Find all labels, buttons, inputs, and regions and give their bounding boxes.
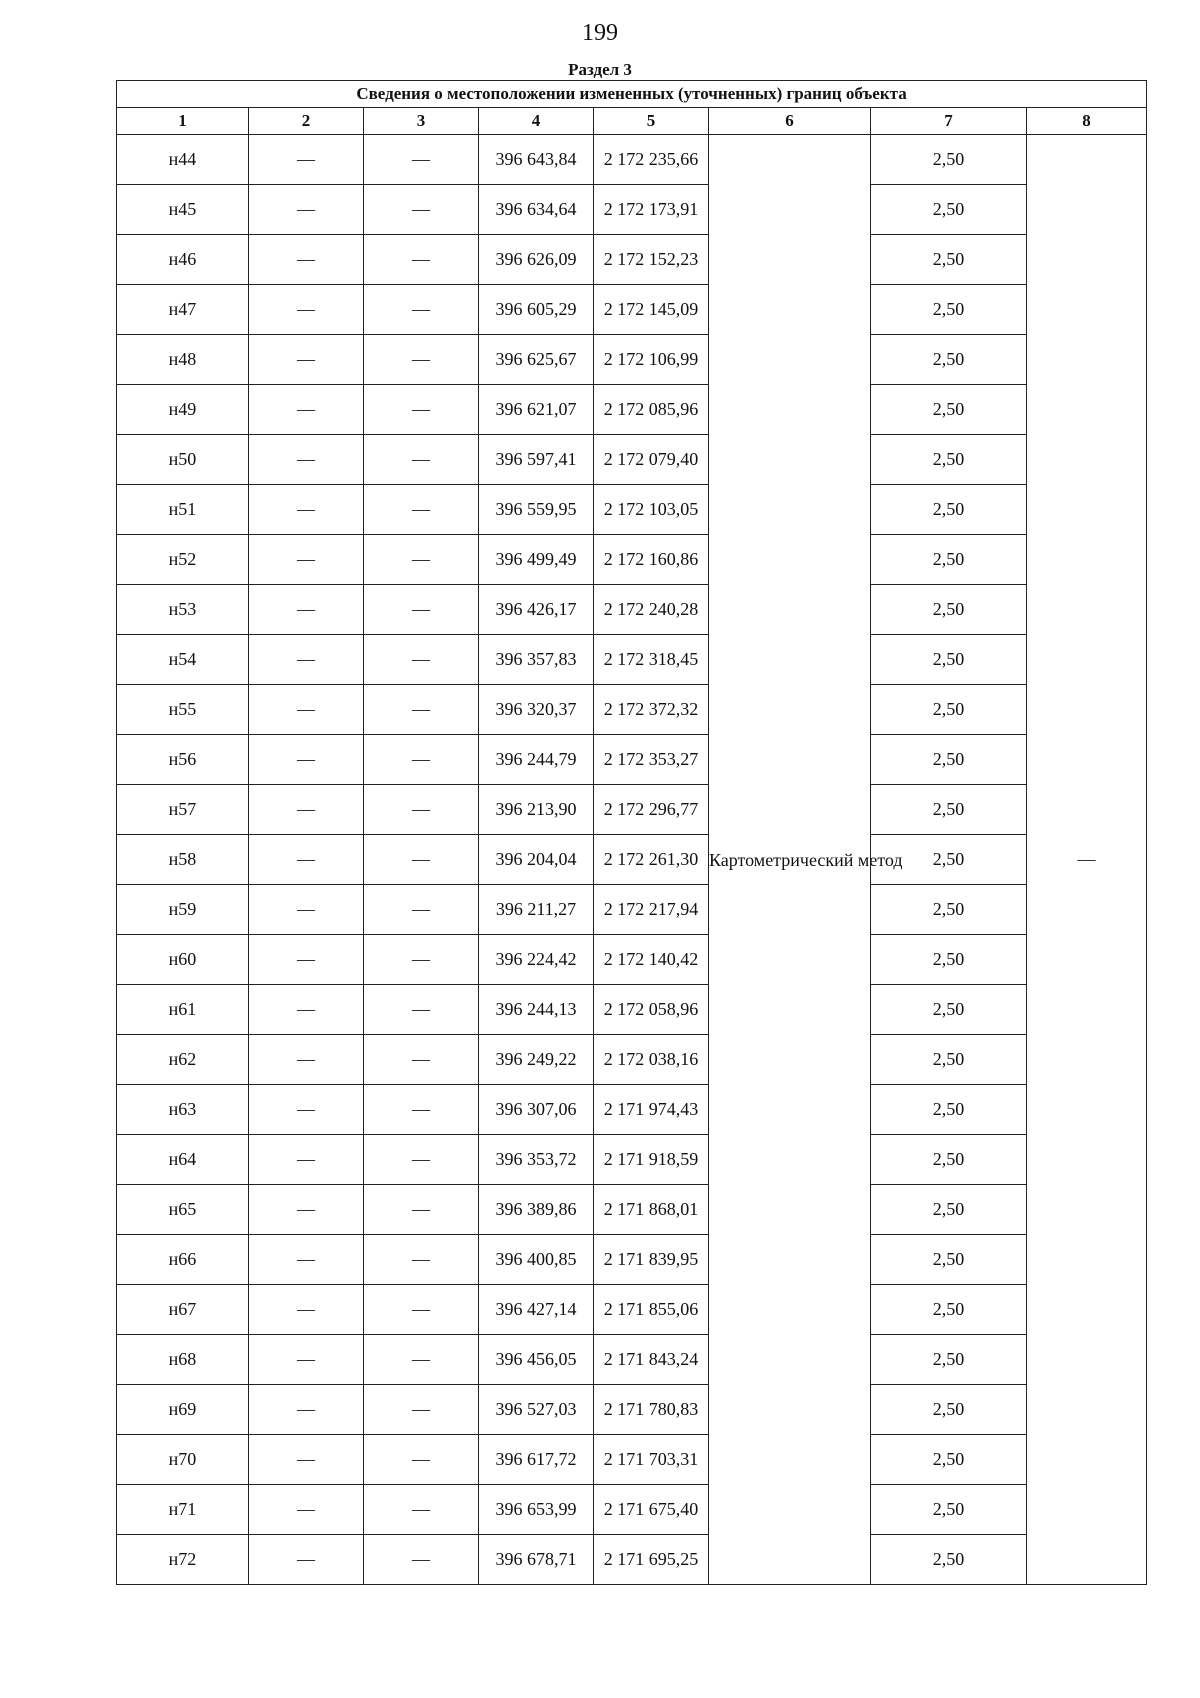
precision-cell: 2,50 bbox=[871, 585, 1027, 635]
x-coordinate-cell: 396 204,04 bbox=[479, 835, 594, 885]
precision-cell: 2,50 bbox=[871, 435, 1027, 485]
table-row bbox=[117, 585, 1147, 635]
table-row bbox=[117, 1235, 1147, 1285]
col2-cell: — bbox=[249, 985, 364, 1035]
x-coordinate-cell: 396 389,86 bbox=[479, 1185, 594, 1235]
table-row bbox=[117, 435, 1147, 485]
table-row bbox=[117, 1435, 1147, 1485]
col3-cell: — bbox=[364, 1435, 479, 1485]
col2-cell: — bbox=[249, 185, 364, 235]
col3-cell: — bbox=[364, 835, 479, 885]
method-cell: Картометрический метод bbox=[709, 135, 871, 1585]
col3-cell: — bbox=[364, 1035, 479, 1085]
y-coordinate-cell: 2 172 079,40 bbox=[594, 435, 709, 485]
col3-cell: — bbox=[364, 985, 479, 1035]
x-coordinate-cell: 396 597,41 bbox=[479, 435, 594, 485]
point-cell: н51 bbox=[117, 485, 249, 535]
precision-cell: 2,50 bbox=[871, 135, 1027, 185]
y-coordinate-cell: 2 172 152,23 bbox=[594, 235, 709, 285]
point-cell: н57 bbox=[117, 785, 249, 835]
precision-cell: 2,50 bbox=[871, 685, 1027, 735]
point-cell: н45 bbox=[117, 185, 249, 235]
col2-cell: — bbox=[249, 835, 364, 885]
y-coordinate-cell: 2 171 868,01 bbox=[594, 1185, 709, 1235]
table-row bbox=[117, 835, 1147, 885]
table-row bbox=[117, 285, 1147, 335]
column-number-2: 2 bbox=[249, 108, 364, 135]
point-cell: н65 bbox=[117, 1185, 249, 1235]
y-coordinate-cell: 2 172 353,27 bbox=[594, 735, 709, 785]
col2-cell: — bbox=[249, 1285, 364, 1335]
precision-cell: 2,50 bbox=[871, 1185, 1027, 1235]
table-body bbox=[117, 135, 1147, 1585]
column-number-row bbox=[117, 108, 1147, 135]
x-coordinate-cell: 396 427,14 bbox=[479, 1285, 594, 1335]
column-number-1: 1 bbox=[117, 108, 249, 135]
precision-cell: 2,50 bbox=[871, 1085, 1027, 1135]
x-coordinate-cell: 396 621,07 bbox=[479, 385, 594, 435]
col2-cell: — bbox=[249, 585, 364, 635]
col8-cell: — bbox=[1027, 135, 1147, 1585]
table-row bbox=[117, 235, 1147, 285]
col3-cell: — bbox=[364, 735, 479, 785]
table-row bbox=[117, 635, 1147, 685]
col2-cell: — bbox=[249, 1135, 364, 1185]
precision-cell: 2,50 bbox=[871, 885, 1027, 935]
col3-cell: — bbox=[364, 635, 479, 685]
y-coordinate-cell: 2 172 318,45 bbox=[594, 635, 709, 685]
point-cell: н52 bbox=[117, 535, 249, 585]
precision-cell: 2,50 bbox=[871, 1135, 1027, 1185]
precision-cell: 2,50 bbox=[871, 1235, 1027, 1285]
point-cell: н55 bbox=[117, 685, 249, 735]
col3-cell: — bbox=[364, 385, 479, 435]
precision-cell: 2,50 bbox=[871, 335, 1027, 385]
y-coordinate-cell: 2 172 085,96 bbox=[594, 385, 709, 435]
y-coordinate-cell: 2 171 974,43 bbox=[594, 1085, 709, 1135]
col3-cell: — bbox=[364, 435, 479, 485]
col2-cell: — bbox=[249, 935, 364, 985]
column-number-3: 3 bbox=[364, 108, 479, 135]
col2-cell: — bbox=[249, 435, 364, 485]
x-coordinate-cell: 396 224,42 bbox=[479, 935, 594, 985]
y-coordinate-cell: 2 172 235,66 bbox=[594, 135, 709, 185]
point-cell: н48 bbox=[117, 335, 249, 385]
col3-cell: — bbox=[364, 185, 479, 235]
x-coordinate-cell: 396 213,90 bbox=[479, 785, 594, 835]
col3-cell: — bbox=[364, 1535, 479, 1585]
x-coordinate-cell: 396 357,83 bbox=[479, 635, 594, 685]
y-coordinate-cell: 2 172 173,91 bbox=[594, 185, 709, 235]
table-row bbox=[117, 885, 1147, 935]
point-cell: н66 bbox=[117, 1235, 249, 1285]
table-row bbox=[117, 1485, 1147, 1535]
precision-cell: 2,50 bbox=[871, 1485, 1027, 1535]
column-number-4: 4 bbox=[479, 108, 594, 135]
point-cell: н61 bbox=[117, 985, 249, 1035]
x-coordinate-cell: 396 211,27 bbox=[479, 885, 594, 935]
precision-cell: 2,50 bbox=[871, 285, 1027, 335]
col3-cell: — bbox=[364, 1135, 479, 1185]
col3-cell: — bbox=[364, 1335, 479, 1385]
col2-cell: — bbox=[249, 685, 364, 735]
col2-cell: — bbox=[249, 1435, 364, 1485]
x-coordinate-cell: 396 426,17 bbox=[479, 585, 594, 635]
x-coordinate-cell: 396 559,95 bbox=[479, 485, 594, 535]
col2-cell: — bbox=[249, 1385, 364, 1435]
x-coordinate-cell: 396 527,03 bbox=[479, 1385, 594, 1435]
y-coordinate-cell: 2 171 918,59 bbox=[594, 1135, 709, 1185]
y-coordinate-cell: 2 172 103,05 bbox=[594, 485, 709, 535]
precision-cell: 2,50 bbox=[871, 1435, 1027, 1485]
col2-cell: — bbox=[249, 1535, 364, 1585]
x-coordinate-cell: 396 400,85 bbox=[479, 1235, 594, 1285]
column-number-7: 7 bbox=[871, 108, 1027, 135]
table-row bbox=[117, 1385, 1147, 1435]
precision-cell: 2,50 bbox=[871, 1335, 1027, 1385]
precision-cell: 2,50 bbox=[871, 385, 1027, 435]
x-coordinate-cell: 396 456,05 bbox=[479, 1335, 594, 1385]
point-cell: н68 bbox=[117, 1335, 249, 1385]
y-coordinate-cell: 2 172 145,09 bbox=[594, 285, 709, 335]
precision-cell: 2,50 bbox=[871, 985, 1027, 1035]
y-coordinate-cell: 2 172 058,96 bbox=[594, 985, 709, 1035]
point-cell: н47 bbox=[117, 285, 249, 335]
col2-cell: — bbox=[249, 535, 364, 585]
y-coordinate-cell: 2 171 703,31 bbox=[594, 1435, 709, 1485]
col3-cell: — bbox=[364, 135, 479, 185]
point-cell: н67 bbox=[117, 1285, 249, 1335]
x-coordinate-cell: 396 244,13 bbox=[479, 985, 594, 1035]
precision-cell: 2,50 bbox=[871, 1385, 1027, 1435]
col3-cell: — bbox=[364, 485, 479, 535]
x-coordinate-cell: 396 320,37 bbox=[479, 685, 594, 735]
col3-cell: — bbox=[364, 1185, 479, 1235]
col2-cell: — bbox=[249, 285, 364, 335]
table-row bbox=[117, 1085, 1147, 1135]
boundary-coordinates-table bbox=[116, 80, 1147, 1585]
precision-cell: 2,50 bbox=[871, 185, 1027, 235]
point-cell: н69 bbox=[117, 1385, 249, 1435]
y-coordinate-cell: 2 172 296,77 bbox=[594, 785, 709, 835]
precision-cell: 2,50 bbox=[871, 935, 1027, 985]
col3-cell: — bbox=[364, 1235, 479, 1285]
col2-cell: — bbox=[249, 1035, 364, 1085]
point-cell: н56 bbox=[117, 735, 249, 785]
point-cell: н58 bbox=[117, 835, 249, 885]
y-coordinate-cell: 2 172 038,16 bbox=[594, 1035, 709, 1085]
y-coordinate-cell: 2 172 240,28 bbox=[594, 585, 709, 635]
precision-cell: 2,50 bbox=[871, 735, 1027, 785]
precision-cell: 2,50 bbox=[871, 1285, 1027, 1335]
precision-cell: 2,50 bbox=[871, 1535, 1027, 1585]
precision-cell: 2,50 bbox=[871, 1035, 1027, 1085]
y-coordinate-cell: 2 172 160,86 bbox=[594, 535, 709, 585]
col3-cell: — bbox=[364, 1385, 479, 1435]
point-cell: н72 bbox=[117, 1535, 249, 1585]
x-coordinate-cell: 396 634,64 bbox=[479, 185, 594, 235]
x-coordinate-cell: 396 244,79 bbox=[479, 735, 594, 785]
col2-cell: — bbox=[249, 785, 364, 835]
table-row bbox=[117, 785, 1147, 835]
y-coordinate-cell: 2 171 855,06 bbox=[594, 1285, 709, 1335]
y-coordinate-cell: 2 171 780,83 bbox=[594, 1385, 709, 1435]
point-cell: н46 bbox=[117, 235, 249, 285]
table-row bbox=[117, 185, 1147, 235]
col2-cell: — bbox=[249, 1235, 364, 1285]
col2-cell: — bbox=[249, 335, 364, 385]
col2-cell: — bbox=[249, 1085, 364, 1135]
y-coordinate-cell: 2 172 261,30 bbox=[594, 835, 709, 885]
point-cell: н71 bbox=[117, 1485, 249, 1535]
col2-cell: — bbox=[249, 135, 364, 185]
point-cell: н50 bbox=[117, 435, 249, 485]
x-coordinate-cell: 396 678,71 bbox=[479, 1535, 594, 1585]
precision-cell: 2,50 bbox=[871, 785, 1027, 835]
x-coordinate-cell: 396 643,84 bbox=[479, 135, 594, 185]
point-cell: н70 bbox=[117, 1435, 249, 1485]
section-title: Раздел 3 bbox=[568, 60, 632, 79]
precision-cell: 2,50 bbox=[871, 485, 1027, 535]
table-row bbox=[117, 335, 1147, 385]
table-row bbox=[117, 485, 1147, 535]
table-row bbox=[117, 1035, 1147, 1085]
table-row bbox=[117, 1285, 1147, 1335]
table-row bbox=[117, 385, 1147, 435]
col2-cell: — bbox=[249, 1485, 364, 1535]
table-row bbox=[117, 735, 1147, 785]
col2-cell: — bbox=[249, 735, 364, 785]
y-coordinate-cell: 2 172 217,94 bbox=[594, 885, 709, 935]
col3-cell: — bbox=[364, 935, 479, 985]
point-cell: н53 bbox=[117, 585, 249, 635]
col3-cell: — bbox=[364, 585, 479, 635]
x-coordinate-cell: 396 249,22 bbox=[479, 1035, 594, 1085]
precision-cell: 2,50 bbox=[871, 835, 1027, 885]
x-coordinate-cell: 396 353,72 bbox=[479, 1135, 594, 1185]
y-coordinate-cell: 2 171 695,25 bbox=[594, 1535, 709, 1585]
column-number-8: 8 bbox=[1027, 108, 1147, 135]
y-coordinate-cell: 2 172 140,42 bbox=[594, 935, 709, 985]
col2-cell: — bbox=[249, 635, 364, 685]
col3-cell: — bbox=[364, 785, 479, 835]
col2-cell: — bbox=[249, 235, 364, 285]
precision-cell: 2,50 bbox=[871, 635, 1027, 685]
y-coordinate-cell: 2 172 372,32 bbox=[594, 685, 709, 735]
x-coordinate-cell: 396 617,72 bbox=[479, 1435, 594, 1485]
precision-cell: 2,50 bbox=[871, 535, 1027, 585]
col3-cell: — bbox=[364, 1085, 479, 1135]
table-row bbox=[117, 935, 1147, 985]
point-cell: н54 bbox=[117, 635, 249, 685]
point-cell: н59 bbox=[117, 885, 249, 935]
col2-cell: — bbox=[249, 885, 364, 935]
y-coordinate-cell: 2 171 675,40 bbox=[594, 1485, 709, 1535]
column-number-5: 5 bbox=[594, 108, 709, 135]
point-cell: н60 bbox=[117, 935, 249, 985]
col3-cell: — bbox=[364, 535, 479, 585]
point-cell: н63 bbox=[117, 1085, 249, 1135]
table-row bbox=[117, 685, 1147, 735]
x-coordinate-cell: 396 653,99 bbox=[479, 1485, 594, 1535]
table-row bbox=[117, 1135, 1147, 1185]
table-row bbox=[117, 535, 1147, 585]
precision-cell: 2,50 bbox=[871, 235, 1027, 285]
col2-cell: — bbox=[249, 1185, 364, 1235]
table-row bbox=[117, 985, 1147, 1035]
y-coordinate-cell: 2 172 106,99 bbox=[594, 335, 709, 385]
point-cell: н44 bbox=[117, 135, 249, 185]
col3-cell: — bbox=[364, 235, 479, 285]
col3-cell: — bbox=[364, 685, 479, 735]
table-row bbox=[117, 1185, 1147, 1235]
point-cell: н49 bbox=[117, 385, 249, 435]
point-cell: н62 bbox=[117, 1035, 249, 1085]
x-coordinate-cell: 396 605,29 bbox=[479, 285, 594, 335]
col2-cell: — bbox=[249, 1335, 364, 1385]
col3-cell: — bbox=[364, 885, 479, 935]
x-coordinate-cell: 396 625,67 bbox=[479, 335, 594, 385]
point-cell: н64 bbox=[117, 1135, 249, 1185]
table-title: Сведения о местоположении измененных (уточненных) границ объекта bbox=[117, 81, 1147, 108]
y-coordinate-cell: 2 171 843,24 bbox=[594, 1335, 709, 1385]
col2-cell: — bbox=[249, 385, 364, 435]
x-coordinate-cell: 396 499,49 bbox=[479, 535, 594, 585]
x-coordinate-cell: 396 626,09 bbox=[479, 235, 594, 285]
col2-cell: — bbox=[249, 485, 364, 535]
table-row bbox=[117, 1535, 1147, 1585]
col3-cell: — bbox=[364, 335, 479, 385]
col3-cell: — bbox=[364, 1485, 479, 1535]
x-coordinate-cell: 396 307,06 bbox=[479, 1085, 594, 1135]
page-number: 199 bbox=[582, 20, 618, 46]
y-coordinate-cell: 2 171 839,95 bbox=[594, 1235, 709, 1285]
column-number-6: 6 bbox=[709, 108, 871, 135]
col3-cell: — bbox=[364, 1285, 479, 1335]
col3-cell: — bbox=[364, 285, 479, 335]
table-row bbox=[117, 1335, 1147, 1385]
table-row bbox=[117, 135, 1147, 185]
